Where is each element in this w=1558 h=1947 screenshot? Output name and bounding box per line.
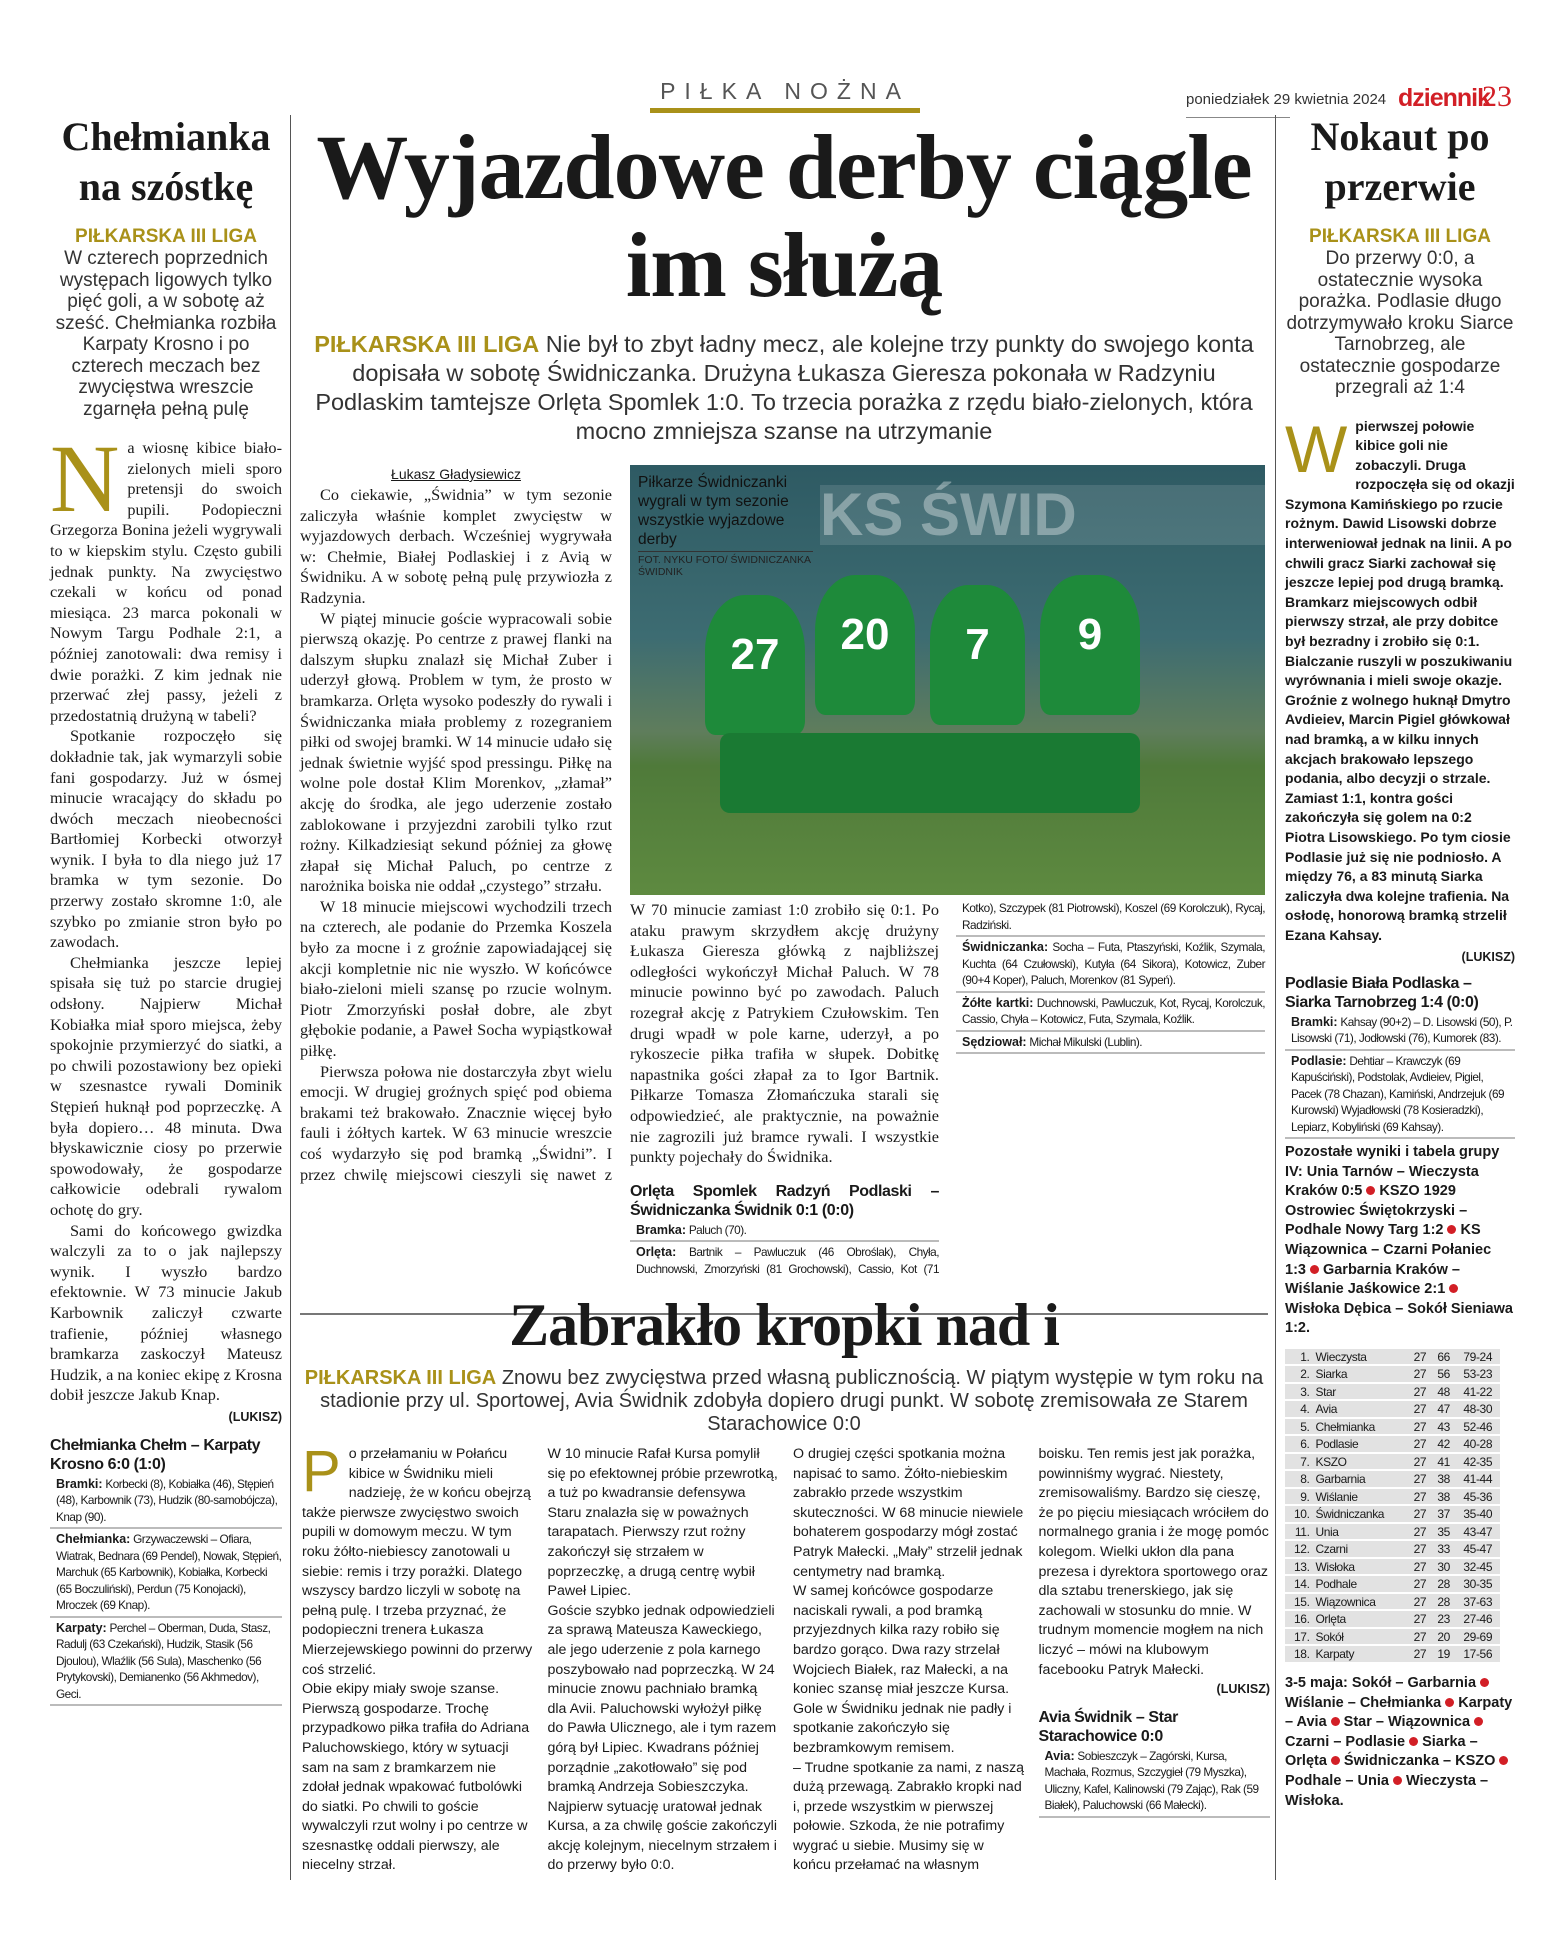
right-article <box>1285 112 1515 1811</box>
paragraph: Sami do końcowego gwizdka walczyli za to o jak najlepszy wynik. I wyszło bardzo efektownie. W 73 minucie Jakub Karbownik zaliczył czwarte trafienie, później własnego bramkarza zaskoczył Mateusz Hudzik, a na koniec ekipę z Krosna dobił jeszcze Jakub Knap. <box>50 1220 282 1405</box>
matches-cell: 27 <box>1408 1559 1432 1575</box>
table-row <box>1285 1366 1500 1382</box>
matches-cell: 27 <box>1408 1384 1432 1400</box>
fixtures: 3-5 maja: Sokół – GarbarniaWiślanie – Chełmianka Karpaty – Avia Star – WiązownicaCzarni – Podlasie Siarka – Orlęta Świdniczanka – KSZOPodhale – Unia Wieczysta – Wisłoka. <box>1285 1674 1513 1809</box>
matches-cell: 27 <box>1408 1506 1432 1522</box>
table-row <box>1285 1349 1500 1365</box>
box-item-referee: Sędziował: Michał Mikulski (Lublin). <box>956 1032 1265 1055</box>
matches-cell: 27 <box>1408 1489 1432 1505</box>
points-cell: 66 <box>1432 1349 1456 1365</box>
goals-cell: 53-23 <box>1456 1366 1500 1382</box>
box-item-lineup: Podlasie: Dehtiar – Krawczyk (69 Kapuściński), Podstolak, Avdieiev, Pigiel, Pacek (78 Chazan), Kamiński, Andrzejuk (69 Kurowski) Wyjadłowski (78 Kosieradzki), Lepiarz, Kobyliński (69 Kahsay). <box>1285 1051 1515 1140</box>
drop-cap: P <box>302 1439 341 1504</box>
right-article-lead: Do przerwy 0:0, a ostatecznie wysoka porażka. Podlasie długo dotrzymywało kroku Siarce Tarnobrzeg, ale ostatecznie gospodarze przegrali aż 1:4 <box>1286 248 1514 398</box>
column-divider <box>1275 115 1276 1880</box>
paragraph: Obie ekipy miały swoje szanse. Pierwszą gospodarze. Trochę przypadkowo piłka trafiła do Adriana Paluchowskiego, który w sytuacji sam na sam z bramkarzem nie zdołał jednak wpakować futbolówki do siatki. Po chwili to goście wywalczyli rzut wolny i po centrze w szesnastkę oddali pierwszy, ale niecelny strzał. <box>302 1681 530 1874</box>
box-item-goals: Bramki: Kahsay (90+2) – D. Lisowski (50), P. Lisowski (71), Jodłowski (76), Kumorek (83). <box>1285 1012 1515 1051</box>
photo-caption: Piłkarze Świdniczanki wygrali w tym sezonie wszystkie wyjazdowe derby FOT. NYKU FOTO/ ŚWIDNICZANKA ŚWIDNIK <box>638 474 812 578</box>
drop-cap: N <box>50 425 120 532</box>
bullet-dot-icon <box>1447 1225 1456 1234</box>
matches-cell: 27 <box>1408 1419 1432 1435</box>
rank-cell: 13. <box>1285 1559 1313 1575</box>
team-photo <box>630 465 1265 895</box>
goals-cell: 17-56 <box>1456 1646 1500 1662</box>
rank-cell: 1. <box>1285 1349 1313 1365</box>
bottom-lead: PIŁKARSKA III LIGA Znowu bez zwycięstwa przed własną publicznością. W piątym występie w tym roku na stadionie przy ul. Sportowej, Avia Świdnik zdobyła dopiero drugi punkt. W sobotę zremisowała ze Starem Starachowice 0:0 <box>304 1367 1264 1435</box>
team-cell: Siarka <box>1313 1366 1409 1382</box>
matches-cell: 27 <box>1408 1594 1432 1610</box>
matches-cell: 27 <box>1408 1401 1432 1417</box>
players-shorts <box>720 733 1140 813</box>
fixture-item: Star – Wiązownica <box>1343 1714 1471 1731</box>
left-article-body <box>50 425 282 1406</box>
rank-cell: 18. <box>1285 1646 1313 1662</box>
points-cell: 20 <box>1432 1629 1456 1645</box>
bullet-dot-icon <box>1449 1284 1458 1293</box>
box-item-lineup: Świdniczanka: Socha – Futa, Ptaszyński, Koźlik, Szymala, Kuchta (64 Czułowski), Kutyła (64 Sikora), Kotowicz, Zuber (90+4 Koper), Paluch, Morenkov (81 Sypeń). <box>956 937 1265 993</box>
right-article-kicker: PIŁKARSKA III LIGA <box>1309 226 1491 247</box>
dziennik-logo: dziennik <box>1398 84 1491 112</box>
matches-cell: 27 <box>1408 1576 1432 1592</box>
goals-cell: 42-35 <box>1456 1454 1500 1470</box>
goals-cell: 79-24 <box>1456 1349 1500 1365</box>
fixture-item: Czarni – Podlasie <box>1285 1733 1406 1750</box>
table-row <box>1285 1436 1500 1452</box>
table-row <box>1285 1454 1500 1470</box>
matches-cell: 27 <box>1408 1436 1432 1452</box>
signature: (LUKISZ) <box>1461 949 1515 964</box>
table-row <box>1285 1489 1500 1505</box>
match-result-title: Avia Świdnik – Star Starachowice 0:0 <box>1038 1708 1178 1745</box>
team-cell: Czarni <box>1313 1541 1409 1557</box>
issue-date: poniedziałek 29 kwietnia 2024 <box>1186 91 1387 108</box>
bullet-dot-icon <box>1499 1756 1508 1765</box>
rank-cell: 5. <box>1285 1419 1313 1435</box>
page-number: 23 <box>1482 80 1512 113</box>
points-cell: 23 <box>1432 1611 1456 1627</box>
table-row <box>1285 1524 1500 1540</box>
left-article-lead: W czterech poprzednich występach ligowych tylko pięć goli, a w sobotę aż sześć. Chełmianka rozbiła Karpaty Krosno i po czterech meczach bez zwycięstwa wreszcie zgarnęła pełną pulę <box>55 248 277 420</box>
box-item-cards: Żółte kartki: Duchnowski, Pawluczuk, Kot, Rycaj, Korolczuk, Cassio, Chyła – Kotowicz, Futa, Szymala, Koźlik. <box>956 993 1265 1032</box>
rank-cell: 9. <box>1285 1489 1313 1505</box>
paragraph: W 10 minucie Rafał Kursa pomylił się po efektownej próbie przewrotką, a tuż po kwadransie defensywa Staru znalazła się w poważnych tarapatach. Pierwszy rzut rożny zakończył się strzałem w poprzeczkę, a drugą centrę wybił Paweł Lipiec. <box>547 1446 778 1600</box>
box-item-goals: Bramki: Korbecki (8), Kobiałka (46), Stępień (48), Karbownik (73), Hudzik (80-samobójcza), Knap (90). <box>50 1474 282 1530</box>
points-cell: 43 <box>1432 1419 1456 1435</box>
bullet-dot-icon <box>1409 1737 1418 1746</box>
photo-credit: FOT. NYKU FOTO/ ŚWIDNICZANKA ŚWIDNIK <box>638 551 813 578</box>
table-row <box>1285 1594 1500 1610</box>
bullet-dot-icon <box>1480 1678 1489 1687</box>
table-row <box>1285 1629 1500 1645</box>
matches-cell: 27 <box>1408 1646 1432 1662</box>
points-cell: 38 <box>1432 1489 1456 1505</box>
team-cell: Avia <box>1313 1401 1409 1417</box>
table-row <box>1285 1384 1500 1400</box>
match-result-title: Orlęta Spomlek Radzyń Podlaski – Świdniczanka Świdnik 0:1 (0:0) <box>630 1182 939 1219</box>
rank-cell: 2. <box>1285 1366 1313 1382</box>
table-row <box>1285 1506 1500 1522</box>
main-body-col2 <box>630 900 1265 1312</box>
rank-cell: 6. <box>1285 1436 1313 1452</box>
table-row <box>1285 1471 1500 1487</box>
section-bar <box>650 108 920 113</box>
paragraph: Pierwsza połowa nie dostarczyła zbyt wielu emocji. W drugiej groźnych spięć pod obiema brakami też brakowało. Znacznie więcej było fauli i żółtych kartek. W 63 minucie wreszcie coś wydarzyło się pod bramką „Świdni”. I przez chwilę miejscowi cieszyli się nawet z <box>300 1061 612 1184</box>
rank-cell: 7. <box>1285 1454 1313 1470</box>
bullet-dot-icon <box>1331 1717 1340 1726</box>
fixture-item: Świdniczanka – KSZO <box>1343 1753 1496 1770</box>
goals-cell: 45-47 <box>1456 1541 1500 1557</box>
bullet-dot-icon <box>1445 1698 1454 1707</box>
goals-cell: 40-28 <box>1456 1436 1500 1452</box>
bullet-dot-icon <box>1393 1776 1402 1785</box>
table-row <box>1285 1419 1500 1435</box>
box-item-lineup: Avia: Sobieszczyk – Zagórski, Kursa, Machała, Rozmus, Szczygieł (79 Myszka), Uliczny, Kafel, Kalinowski (79 Zając), Rak (59 Białek), Paluchowski (66 Małecki). <box>1039 1746 1271 1818</box>
fixture-item: Wiślanie – Chełmianka <box>1285 1694 1442 1711</box>
left-article-kicker: PIŁKARSKA III LIGA <box>75 226 257 247</box>
result-item: KSZO 1929 Ostrowiec Świętokrzyski – Podhale Nowy Targ 1:2 <box>1285 1183 1468 1239</box>
paragraph: a wiosnę kibice biało-zielonych mieli sporo pretensji do swoich pupili. Podopieczni Grzegorza Bonina jeżeli wygrywali to w kiepskim stylu. Często gubili jednak punkty. Na zwycięstwo czekali w końcu od ponad miesiąca. 23 marca pokonali w Nowym Targu Podhale 2:1, a później zanotowali: dwa remisy i dwie porażki. Z kim jednak nie przerwać złej passy, jeżeli z przedostatnią drużyną w tabeli? <box>50 438 282 725</box>
team-cell: Karpaty <box>1313 1646 1409 1662</box>
paragraph: Goście szybko jednak odpowiedzieli za sprawą Mateusza Kaweckiego, ale jego uderzenie z pola karnego poszybowało nad poprzeczką. W 24 minucie znowu pachniało bramką dla Avii. Paluchowski wyłożył piłkę do Pawła Ulicznego, ale i tym razem górą był Lipiec. Kwadrans później porządnie „zakotłowało” się pod bramką Andrzeja Sobieszczyka. Najpierw sytuację uratował jednak Kursa, a za chwilę goście zakończyli akcję kolejnym, niecelnym strzałem i do przerwy było 0:0. <box>547 1602 777 1874</box>
goals-cell: 41-44 <box>1456 1471 1500 1487</box>
matches-cell: 27 <box>1408 1454 1432 1470</box>
points-cell: 56 <box>1432 1366 1456 1382</box>
goals-cell: 48-30 <box>1456 1401 1500 1417</box>
goals-cell: 30-35 <box>1456 1576 1500 1592</box>
goals-cell: 41-22 <box>1456 1384 1500 1400</box>
goals-cell: 27-46 <box>1456 1611 1500 1627</box>
signature: (LUKISZ) <box>228 1409 282 1424</box>
rank-cell: 12. <box>1285 1541 1313 1557</box>
goals-cell: 43-47 <box>1456 1524 1500 1540</box>
team-cell: Sokół <box>1313 1629 1409 1645</box>
left-article <box>50 112 282 1706</box>
fixture-item: Wieczysta – Wisłoka. <box>1285 1772 1489 1809</box>
right-article-title: Nokaut po przerwie <box>1310 114 1490 209</box>
matches-cell: 27 <box>1408 1541 1432 1557</box>
player-jersey: 20 <box>815 575 915 715</box>
goals-cell: 45-36 <box>1456 1489 1500 1505</box>
team-cell: Star <box>1313 1384 1409 1400</box>
box-item-lineup: Orlęta: Bartnik – Pawluczuk (46 Obroślak), Chyła, Duchnowski, Zmorzyński (81 Grochowski), Cassio, Kot (71 Kotko), Szczypek (81 Piotrowski), Koszel (69 Korolczuk), Rycaj, Radziński. <box>630 900 1265 1312</box>
table-row <box>1285 1401 1500 1417</box>
main-body-col1 <box>300 485 612 1310</box>
result-item: KS Wiązownica – Czarni Połaniec 1:3 <box>1285 1222 1492 1278</box>
team-cell: Garbarnia <box>1313 1471 1409 1487</box>
goals-cell: 35-40 <box>1456 1506 1500 1522</box>
points-cell: 19 <box>1432 1646 1456 1662</box>
result-item: Garbarnia Kraków – Wiślanie Jaśkowice 2:1 <box>1285 1261 1460 1298</box>
team-cell: Unia <box>1313 1524 1409 1540</box>
author-byline: Łukasz Gładysiewicz <box>391 466 521 482</box>
team-cell: Wiązownica <box>1313 1594 1409 1610</box>
player-jersey: 7 <box>930 585 1025 725</box>
table-row <box>1285 1611 1500 1627</box>
main-headline: Wyjazdowe derby ciągle im służą <box>316 116 1252 316</box>
points-cell: 38 <box>1432 1471 1456 1487</box>
other-results: Pozostałe wyniki i tabela grupy IV: Unia Tarnów – Wieczysta Kraków 0:5 KSZO 1929 Ostrowiec Świętokrzyski – Podhale Nowy Targ 1:2 KS Wiązownica – Czarni Połaniec 1:3 Garbarnia Kraków – Wiślanie Jaśkowice 2:1Wisłoka Dębica – Sokół Sieniawa 1:2. <box>1285 1144 1513 1337</box>
column-divider <box>290 115 291 1880</box>
team-cell: Świdniczanka <box>1313 1506 1409 1522</box>
paragraph: O drugiej części spotkania można napisać to samo. Żółto-niebieskim zabrakło przede wszystkim skuteczności. W 68 minucie niewiele bohaterem gospodarzy mógł zostać Patryk Małecki. „Mały” strzelił jednak centymetry nad bramką. <box>793 1446 1024 1580</box>
rank-cell: 10. <box>1285 1506 1313 1522</box>
team-cell: Orlęta <box>1313 1611 1409 1627</box>
fixture-item: Karpaty – Avia <box>1285 1694 1513 1731</box>
paragraph: – Trudne spotkanie za nami, z naszą dużą przewagą. Zabrakło kropki nad i, przede wszystkim w pierwszej połowie. Szkoda, że nie potrafimy wygrać u siebie. Musimy się w końcu przełamać na własnym boisku. Ten remis jest jak porażka, powinniśmy wygrać. Niestety, zremisowaliśmy. Bardzo się cieszę, że po pięciu miesiącach wróciłem do normalnego grania i że mogę pomóc kolegom. Wielki ukłon dla pana prezesa i dyrektora sportowego oraz dla sztabu trenerskiego, jak się zachowali w stosunku do mnie. W trudnym momencie mogłem na nich liczyć – mówi na klubowym facebooku Patryk Małecki. <box>793 1446 1269 1874</box>
fixture-item: Siarka – Orlęta <box>1285 1733 1478 1770</box>
points-cell: 42 <box>1432 1436 1456 1452</box>
table-row <box>1285 1559 1500 1575</box>
main-lead: PIŁKARSKA III LIGA Nie był to zbyt ładny mecz, ale kolejne trzy punkty do swojego konta dopisała w sobotę Świdniczanka. Drużyna Łukasza Gieresza pokonała w Radzyniu Podlaskim tamtejsze Orlęta Spomlek 1:0. To trzecia porażka z rzędu biało-zielonych, która mocno zmniejsza szanse na utrzymanie <box>314 331 1254 444</box>
fixture-item: Podhale – Unia <box>1285 1772 1389 1789</box>
player-jersey: 27 <box>705 595 805 735</box>
stadium-banner: KS ŚWID <box>820 485 1265 545</box>
matches-cell: 27 <box>1408 1471 1432 1487</box>
paragraph: Po przełamaniu w Połańcu kibice w Świdniku mieli nadzieję, że w końcu obejrzą także pierwsze zwycięstwo swoich pupili w domowym meczu. W tym roku żółto-niebiescy zanotowali u siebie: remis i trzy porażki. Dlatego wszyscy bardzo liczyli w sobotę na pełną pulę. I trzeba przyznać, że podopieczni trenera Łukasza Mierzejewskiego powinni do przerwy coś strzelić. <box>302 1439 533 1678</box>
paragraph: Chełmianka jeszcze lepiej spisała się tuż po starcie drugiej odsłony. Najpierw Michał Kobiałka miał sporo miejsca, żeby spokojnie przymierzyć do siatki, a po chwili pozostawiony bez opieki w szesnastce rywali Dominik Stępień huknął pod poprzeczkę. A była dopiero… 48 minuta. Dwa błyskawicznie ciosy po przerwie spowodowały, że gospodarze całkowicie odebrali rywalom ochotę do gry. <box>50 952 282 1219</box>
bullet-dot-icon <box>1331 1756 1340 1765</box>
league-table <box>1285 1347 1500 1664</box>
box-item-goals: Bramka: Paluch (70). <box>630 1220 939 1243</box>
rank-cell: 8. <box>1285 1471 1313 1487</box>
team-cell: Wisłoka <box>1313 1559 1409 1575</box>
rank-cell: 14. <box>1285 1576 1313 1592</box>
match-result-title: Podlasie Biała Podlaska – Siarka Tarnobrzeg 1:4 (0:0) <box>1285 974 1479 1011</box>
box-item-lineup: Karpaty: Perchel – Oberman, Duda, Stasz, Radulj (63 Czekański), Hudzik, Stasik (56 Djoulou), Wlaźlik (56 Sula), Maschenko (56 Prytykovski), Demianenko (56 Akhmedov), Geci. <box>50 1618 282 1707</box>
bullet-dot-icon <box>1474 1717 1483 1726</box>
signature: (LUKISZ) <box>1216 1682 1270 1697</box>
team-cell: Wiślanie <box>1313 1489 1409 1505</box>
paragraph: Spotkanie rozpoczęło się dokładnie tak, jak wymarzyli sobie fani gospodarzy. Już w ósmej minucie wracający do składu po dwóch meczach nieobecności Bartłomiej Korbecki otworzył wynik. I była to dla niego już 17 bramka w tym sezonie. Do przerwy zostało skromne 1:0, ale szybko po zmianie stron było po zawodach. <box>50 726 282 952</box>
rank-cell: 4. <box>1285 1401 1313 1417</box>
rank-cell: 3. <box>1285 1384 1313 1400</box>
result-item: Wisłoka Dębica – Sokół Sieniawa 1:2. <box>1285 1300 1513 1337</box>
goals-cell: 29-69 <box>1456 1629 1500 1645</box>
paragraph: W 18 minucie miejscowi wychodzili trzech na czterech, ale podanie do Przemka Koszela było za mocne i z groźnie zapowiadającej się akcji kompletnie nic nie wyszło. W końcówce biało-zieloni mieli szansę po rzucie wolnym. Piotr Zmorzyński posłał dobre, ale zbyt głębokie podanie, a Paweł Socha wypiąstkował piłkę. <box>300 896 612 1061</box>
goals-cell: 37-63 <box>1456 1594 1500 1610</box>
table-row <box>1285 1541 1500 1557</box>
right-article-body: Wpierwszej połowie kibice goli nie zobaczyli. Druga rozpoczęła się od okazji Szymona Kamińskiego po rzucie rożnym. Dawid Lisowski dobrze interweniował jednak na linii. A po chwili gracz Siarki zachował się jeszcze lepiej pod drugą bramką. Bramkarz miejscowych odbił pierwszy strzał, ale przy dobitce był bezradny i zrobiło się 0:1. Bialczanie ruszyli w poszukiwaniu wyrównania i mieli swoje okazje. Groźnie z wolnego huknął Dmytro Avdieiev, Marcin Pigiel główkował nad bramką, a w kilku innych akcjach brakowało lepszego podania, albo decyzji o strzale. Zamiast 1:1, kontra gości zakończyła się golem na 0:2 Piotra Lisowskiego. Po tym ciosie Podlasie już się nie podniosło. A między 76, a 83 minutą Siarka zaliczyła dwa kolejne trafienia. Na osłodę, honorową bramką strzelił Ezana Kahsay. <box>1285 411 1515 943</box>
paragraph: Co ciekawie, „Świdnia” w tym sezonie zaliczyła właśnie komplet zwycięstw w wyjazdowych derbach. Wcześniej wygrywała w: Chełmie, Białej Podlaskiej i z Avią w Świdniku. A w sobotę pełną pulę przywiozła z Radzynia. <box>300 485 612 607</box>
paragraph: W 70 minucie zamiast 1:0 zrobiło się 0:1. Po ataku prawym skrzydłem akcję drużyny Łukasza Gieresza główką z najbliższej odległości wykończył Michał Paluch. W 78 minucie powinno być po zawodach. Paluch rozegrał akcję z Patrykiem Czułowskim. Ten drugi wpadł w pole karne, uderzył, a po rykoszecie piłka trafiła w słupek. Dobitkę napastnika gości złapał za to Igor Bartnik. Piłkarze Tomasza Złomańczuka starali się odpowiedzieć, ale praktycznie, na poważnie nie zagrozili już bramce rywali. I wszystkie punkty pojechały do Świdnika. <box>630 900 939 1167</box>
team-cell: Podlasie <box>1313 1436 1409 1452</box>
drop-cap: W <box>1285 411 1348 486</box>
matches-cell: 27 <box>1408 1611 1432 1627</box>
goals-cell: 52-46 <box>1456 1419 1500 1435</box>
bottom-body <box>302 1439 1270 1885</box>
paragraph: W samej końcówce gospodarze naciskali rywali, a pod bramką przyjezdnych kilka razy robiło się bardzo gorąco. Dwa razy strzelał Wojciech Białek, raz Małecki, a na koniec szansę miał jeszcze Kursa. Gole w Świdniku jednak nie padły i spotkanie zakończyło się bezbramkowym remisem. <box>793 1583 1012 1756</box>
points-cell: 28 <box>1432 1594 1456 1610</box>
rank-cell: 11. <box>1285 1524 1313 1540</box>
table-row <box>1285 1646 1500 1662</box>
matches-cell: 27 <box>1408 1349 1432 1365</box>
paragraph: W piątej minucie goście wypracowali sobie pierwszą okazję. Po centrze z prawej flanki na dalszym słupku znalazł się Michał Zuber i uderzył głową. Problem w tym, że prosto w bramkarza. Orlęta wysoko podeszły do rywali i Świdniczanka miała problemy z rozegraniem piłki od swojej bramki. W 14 minucie udało się jednak świetnie wyjść spod pressingu. Piłkę na wolne pole dostał Klim Morenkov, „złamał” akcję do środka, ale jego uderzenie zostało zablokowane i przyjezdni zarobili tylko rzut rożny. Kilkadziesiąt sekund później za głowę złapał się Michał Paluch, po centrze z narożnika boiska nie oddał „czystego” strzału. <box>300 608 612 896</box>
player-jersey: 9 <box>1040 575 1140 715</box>
points-cell: 30 <box>1432 1559 1456 1575</box>
points-cell: 35 <box>1432 1524 1456 1540</box>
team-cell: Wieczysta <box>1313 1349 1409 1365</box>
team-cell: Podhale <box>1313 1576 1409 1592</box>
bullet-dot-icon <box>1366 1186 1375 1195</box>
rank-cell: 16. <box>1285 1611 1313 1627</box>
result-item: Unia Tarnów – Wieczysta Kraków 0:5 <box>1285 1163 1479 1200</box>
table-row <box>1285 1576 1500 1592</box>
matches-cell: 27 <box>1408 1366 1432 1382</box>
rank-cell: 17. <box>1285 1629 1313 1645</box>
points-cell: 37 <box>1432 1506 1456 1522</box>
rank-cell: 15. <box>1285 1594 1313 1610</box>
team-cell: KSZO <box>1313 1454 1409 1470</box>
left-article-title: Chełmianka na szóstkę <box>61 114 271 209</box>
fixture-item: Sokół – Garbarnia <box>1351 1674 1477 1691</box>
matches-cell: 27 <box>1408 1629 1432 1645</box>
matches-cell: 27 <box>1408 1524 1432 1540</box>
points-cell: 47 <box>1432 1401 1456 1417</box>
points-cell: 33 <box>1432 1541 1456 1557</box>
bullet-dot-icon <box>1310 1265 1319 1274</box>
goals-cell: 32-45 <box>1456 1559 1500 1575</box>
bottom-headline: Zabrakło kropki nad i <box>509 1292 1059 1358</box>
section-label: PIŁKA NOŻNA <box>660 78 910 104</box>
team-cell: Chełmianka <box>1313 1419 1409 1435</box>
box-item-lineup: Chełmianka: Grzywaczewski – Ofiara, Wiatrak, Bednara (69 Pendel), Nowak, Stępień, Marchuk (65 Karbownik), Kobiałka, Korbecki (65 Boczuliński), Perdun (75 Konojacki), Mroczek (69 Knap). <box>50 1529 282 1618</box>
points-cell: 41 <box>1432 1454 1456 1470</box>
points-cell: 48 <box>1432 1384 1456 1400</box>
points-cell: 28 <box>1432 1576 1456 1592</box>
match-result-title: Chełmianka Chełm – Karpaty Krosno 6:0 (1:0) <box>50 1436 261 1473</box>
